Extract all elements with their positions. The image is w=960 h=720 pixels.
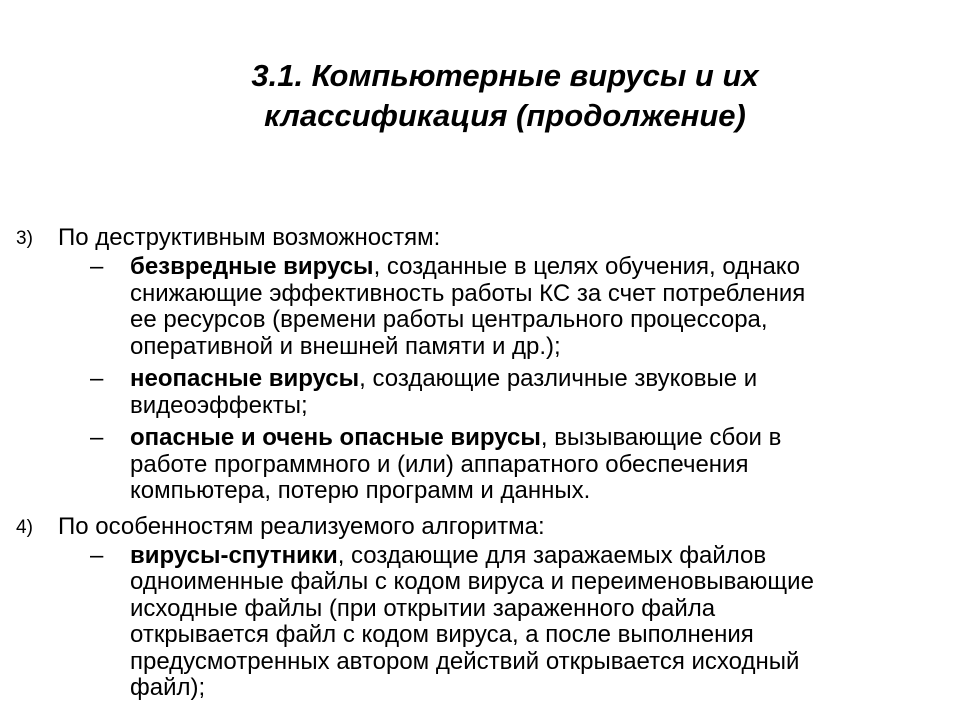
slide-title-line-1: 3.1. Компьютерные вирусы и их bbox=[251, 58, 759, 93]
sub-item-harmless bbox=[0, 254, 815, 360]
sub-item-term: опасные и очень опасные вирусы bbox=[130, 424, 541, 451]
list-number: 3) bbox=[16, 228, 33, 249]
dash-bullet: – bbox=[90, 253, 104, 280]
sub-item-text: , вызывающие сбои в работе программного и (или) аппаратного обеспечения компьютера, потерю программ и данных. bbox=[130, 424, 782, 504]
list-number: 4) bbox=[16, 516, 33, 538]
slide-title-line-2: классификация (продолжение) bbox=[264, 98, 746, 133]
sub-item-text: , создающие для заражаемых файлов одноименные файлы с кодом вируса и переименовывающие исходные файлы (при открытии зараженного файла открывается файл с кодом вируса, а после выполнения предусмотренных автором действий открывается исходный файл); bbox=[130, 541, 814, 701]
sub-item-companion-viruses bbox=[0, 543, 815, 702]
list-heading: По деструктивным возможностям: bbox=[58, 224, 441, 251]
dash-bullet: – bbox=[90, 424, 104, 451]
list-item-4 bbox=[0, 513, 960, 540]
sub-item-term: вирусы-спутники bbox=[130, 541, 338, 569]
dash-bullet: – bbox=[90, 365, 104, 392]
slide-content bbox=[0, 224, 960, 702]
sub-item-term: неопасные вирусы bbox=[130, 365, 360, 392]
sub-item-term: безвредные вирусы bbox=[130, 253, 374, 280]
slide-title bbox=[180, 56, 830, 136]
dash-bullet: – bbox=[90, 541, 104, 569]
list-heading: По особенностям реализуемого алгоритма: bbox=[58, 512, 545, 540]
sub-item-dangerous bbox=[0, 425, 815, 505]
list-item-3 bbox=[0, 224, 960, 251]
sub-item-text: , создающие различные звуковые и видеоэффекты; bbox=[130, 365, 758, 419]
sub-item-text: , созданные в целях обучения, однако снижающие эффективность работы КС за счет потребления ее ресурсов (времени работы центрального процессора, оперативной и внешней памяти и др.); bbox=[130, 253, 806, 360]
sub-item-non-dangerous bbox=[0, 366, 815, 419]
